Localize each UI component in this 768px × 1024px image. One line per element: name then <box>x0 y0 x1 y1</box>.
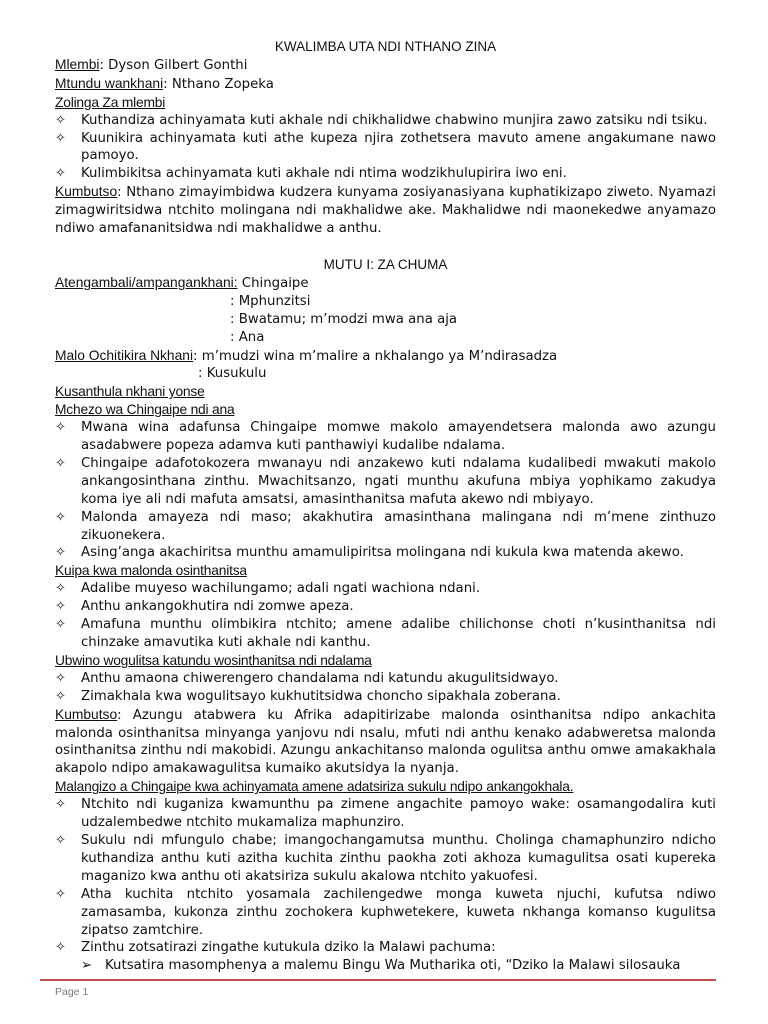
star-bullet-icon: ✧ <box>55 581 66 597</box>
character-item: : Bwatamu; m’modzi mwa ana aja <box>230 311 458 327</box>
genre-line <box>55 75 716 94</box>
genre-value: : Nthano Zopeka <box>163 76 274 92</box>
star-bullet-icon: ✧ <box>55 599 66 615</box>
star-bullet-icon: ✧ <box>55 545 66 561</box>
star-bullet-icon: ✧ <box>55 886 66 902</box>
page-number: Page 1 <box>55 986 89 998</box>
list-item: ✧ Atha kuchita ntchito yosamala zachilengedwe monga kuweta njuchi, kufutsa ndiwo zamasamba, kukonza zinthu zochokera kuphwetekere, kuweta nkhanga komanso kugulitsa zipatso zamtchire. <box>55 886 716 938</box>
arrow-bullet-icon: ➢ <box>81 958 93 974</box>
star-bullet-icon: ✧ <box>55 420 66 436</box>
list-item: ✧ Asing’anga akachiritsa munthu amamulipiritsa molingana ndi kukula kwa matenda akewo. <box>55 545 684 561</box>
list-item: ✧ Amafuna munthu olimbikira ntchito; amene adalibe chilichonse choti n’kusinthanitsa ndi chinzake amavutika kuti akhale ndi kanthu. <box>55 617 716 650</box>
kuipa-list <box>55 580 716 652</box>
kumbutso-paragraph-2: Kumbutso: Azungu atabwera ku Afrika adapitirizabe malonda osinthanitsa ndipo ankachita malonda osinthanitsa minyanga yanjovu ndi nsalu, mfuti ndi anthu kenako adabweretsa malonda osinthanitsa zinthu ndi makobidi. Azungu ankachitanso malonda ogulitsa anthu omwe amakakhala akapolo ndipo amakawagulitsa kumaiko akutsidya la nyanja. <box>55 706 716 777</box>
genre-label: Mtundu wankhani <box>55 75 164 91</box>
zolinga-list <box>55 112 716 184</box>
list-item: ✧ Sukulu ndi mfungulo chabe; imangochangamutsa munthu. Cholinga chamaphunziro ndicho kuthandiza anthu kuti azitha kuchita zinthu paokha zoti akhoza kumagulitsa osati kupereka maganizo kwa anthu oti akatsiriza sukulu akalowa ntchito yakuofesi. <box>55 832 716 884</box>
footer-divider <box>40 979 716 981</box>
setting-label: Malo Ochitikira Nkhani <box>55 347 194 363</box>
chapter-heading: MUTU I: ZA CHUMA <box>323 256 448 272</box>
list-item: ✧ Adalibe muyeso wachilungamo; adali ngati wachiona ndani. <box>55 581 481 597</box>
setting-second: : Kusukulu <box>198 366 267 382</box>
character-item: : Ana <box>230 329 265 345</box>
kuipa-heading: Kuipa kwa malonda osinthanitsa <box>55 563 247 579</box>
star-bullet-icon: ✧ <box>55 130 66 146</box>
malangizo-sublist <box>55 957 716 975</box>
list-item: ➢ Kutsatira masomphenya a malemu Bingu Wa Mutharika oti, “Dziko la Malawi silosauka <box>81 958 681 974</box>
kumbutso-paragraph-1: Kumbutso: Nthano zimayimbidwa kudzera kunyama zosiyanasiyana kuphatikizapo ziweto. Nyamazi zimagwiritsidwa ntchito molingana ndi makhalidwe ake. Makhalidwe ndi maonekedwe anyamazo ndiwo amafananitsidwa ndi makhalidwe a anthu. <box>55 184 716 237</box>
star-bullet-icon: ✧ <box>55 455 66 471</box>
list-item: ✧ Malonda amayeza ndi maso; akakhutira amasinthana malingana ndi m’mene zinthuzo zikuonekera. <box>55 509 716 543</box>
star-bullet-icon: ✧ <box>55 670 66 686</box>
list-item: ✧ Kuunikira achinyamata kuti athe kupeza njira zothetsera mavuto amene angakumane nawo pamoyo. <box>55 130 716 164</box>
star-bullet-icon: ✧ <box>55 797 66 813</box>
document-page <box>55 38 716 975</box>
star-bullet-icon: ✧ <box>55 688 66 704</box>
author-line <box>55 56 716 75</box>
star-bullet-icon: ✧ <box>55 509 66 525</box>
ubwino-heading: Ubwino wogulitsa katundu wosinthanitsa ndi ndalama <box>55 652 372 668</box>
character-item: : Mphunzitsi <box>230 293 311 309</box>
list-item: ✧ Anthu amaona chiwerengero chandalama ndi katundu akugulitsidwayo. <box>55 670 559 686</box>
list-item: ✧ Zimakhala kwa wogulitsayo kukhutitsidwa choncho sipakhala zoberana. <box>55 688 561 704</box>
malangizo-list <box>55 796 716 957</box>
list-item: ✧ Kulimbikitsa achinyamata kuti akhale ndi ntima wodzikhulupirira iwo eni. <box>55 166 567 182</box>
author-value: : Dyson Gilbert Gonthi <box>99 57 248 73</box>
ubwino-list <box>55 670 716 706</box>
list-item: ✧ Zinthu zotsatirazi zingathe kutukula dziko la Malawi pachuma: <box>55 940 496 956</box>
list-item: ✧ Ntchito ndi kuganiza kwamunthu pa zimene angachite pamoyo wake: osamangodalira kuti udzalembedwe ntchito mukamaliza maphunziro. <box>55 797 716 831</box>
list-item: ✧ Anthu ankangokhutira ndi zomwe apeza. <box>55 599 354 615</box>
star-bullet-icon: ✧ <box>55 112 66 128</box>
list-item: ✧ Chingaipe adafotokozera mwanayu ndi anzakewo kuti ndalama kudalibedi mwakuti makolo ankangosinthana zinthu. Mwachitsanzo, ngati munthu akufuna mbiya yophikamo zakudya koma iye ali ndi mafuta amsatsi, amasinthanitsa mafuta akewo ndi mbiyayo. <box>55 455 716 507</box>
document-title: KWALIMBA UTA NDI NTHANO ZINA <box>274 39 497 54</box>
analysis-heading: Kusanthula nkhani yonse <box>55 384 205 400</box>
mchezo-heading: Mchezo wa Chingaipe ndi ana <box>55 402 235 418</box>
list-item: ✧ Kuthandiza achinyamata kuti akhale ndi chikhalidwe chabwino munjira zawo zatsiku ndi tsiku. <box>55 112 708 128</box>
zolinga-heading: Zolinga Za mlembi <box>55 94 166 110</box>
star-bullet-icon: ✧ <box>55 166 66 182</box>
list-item: ✧ Mwana wina adafunsa Chingaipe momwe makolo amayendetsera malonda awo azungu asadabwere popeza adamva kuti panthawiyi kudalibe ndalama. <box>55 420 716 454</box>
star-bullet-icon: ✧ <box>55 832 66 848</box>
author-label: Mlembi <box>55 56 100 72</box>
characters-line: Atengambali/ampangankhani: Chingaipe <box>55 274 309 291</box>
malangizo-heading: Malangizo a Chingaipe kwa achinyamata amene adatsiriza sukulu ndipo ankangokhala. <box>55 779 574 795</box>
star-bullet-icon: ✧ <box>55 940 66 956</box>
kumbutso-label: Kumbutso <box>55 184 118 200</box>
mchezo-list <box>55 419 716 562</box>
setting-line: Malo Ochitikira Nkhani: m’mudzi wina m’malire a nkhalango ya M’ndirasadza <box>55 347 558 364</box>
characters-label: Atengambali/ampangankhani: <box>55 274 238 290</box>
star-bullet-icon: ✧ <box>55 617 66 633</box>
kumbutso-label: Kumbutso <box>55 706 118 722</box>
